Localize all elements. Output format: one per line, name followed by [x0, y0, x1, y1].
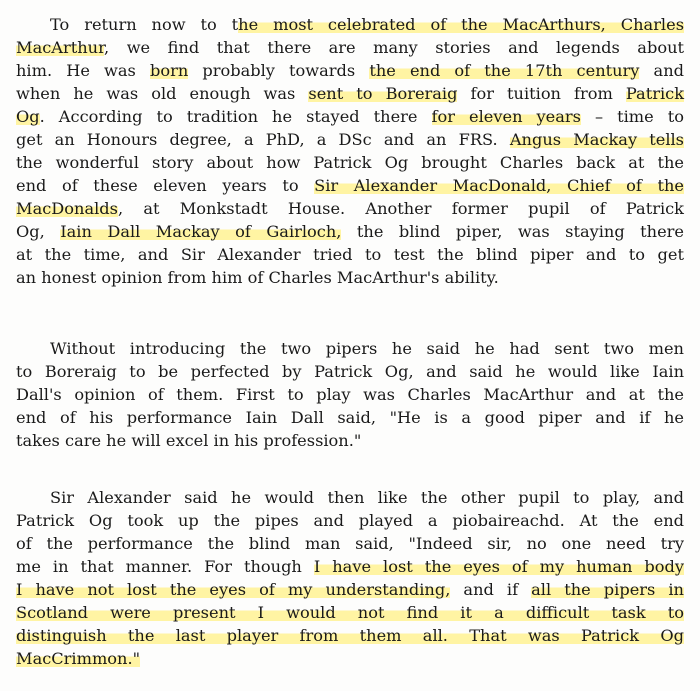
text-line: [50, 486, 684, 509]
text-segment: and if: [450, 580, 532, 599]
highlighted-text: I have not lost the eyes of my understanding,: [16, 580, 451, 599]
text-line: [16, 406, 684, 429]
highlighted-text: MacArthur: [16, 38, 105, 57]
text-line: [16, 532, 684, 555]
text-segment: for tuition from: [457, 84, 626, 103]
text-line: [16, 383, 684, 406]
highlighted-text: Angus Mackay tells: [509, 130, 684, 149]
text-segment: . According to tradition he stayed there: [39, 107, 432, 126]
text-segment: Without introducing the two pipers he said he had sent two men: [50, 339, 684, 358]
text-segment: Sir Alexander said he would then like the other pupil to play, and: [50, 488, 684, 507]
text-segment: Patrick Og took up the pipes and played a piobaireachd. At the end: [16, 511, 684, 530]
text-segment: when he was old enough was: [16, 84, 309, 103]
text-line: [16, 105, 684, 128]
highlighted-text: I have lost the eyes of my human body: [313, 557, 685, 576]
highlighted-text: distinguish the last player from them all. That was Patrick Og: [16, 626, 684, 645]
text-line: [50, 337, 684, 360]
highlighted-text: he most celebrated of the MacArthurs, Charles: [238, 15, 684, 34]
text-line: [16, 647, 684, 670]
highlighted-text: all the pipers in: [531, 580, 684, 599]
text-segment: me in that manner. For though: [16, 557, 314, 576]
text-segment: , at Monkstadt House. Another former pupil of Patrick: [117, 199, 684, 218]
text-line: [16, 266, 684, 289]
paragraph-patrick-og-plays: [16, 486, 684, 670]
text-line: [16, 429, 684, 452]
text-line: [16, 601, 684, 624]
highlighted-text: for eleven years: [431, 107, 581, 126]
text-segment: end of his performance Iain Dall said, "He is a good piper and if he: [16, 408, 684, 427]
text-segment: him. He was: [16, 61, 150, 80]
text-segment: at the time, and Sir Alexander tried to test the blind piper and to get: [16, 245, 684, 264]
text-segment: to Boreraig to be perfected by Patrick Og, and said he would like Iain: [16, 362, 684, 381]
text-segment: of the performance the blind man said, "Indeed sir, no one need try: [16, 534, 684, 553]
highlighted-text: Scotland were present I would not find it a difficult task to: [16, 603, 684, 622]
paragraph-charles-macarthur: [16, 13, 684, 289]
text-segment: get an Honours degree, a PhD, a DSc and an FRS.: [16, 130, 510, 149]
text-segment: end of these eleven years to: [16, 176, 315, 195]
highlighted-text: Iain Dall Mackay of Gairloch,: [60, 222, 342, 241]
highlighted-text: sent to Boreraig: [308, 84, 458, 103]
text-segment: takes care he will excel in his profession.": [16, 431, 362, 450]
text-line: [16, 555, 684, 578]
text-segment: an honest opinion from him of Charles MacArthur's ability.: [16, 268, 499, 287]
text-line: [16, 197, 684, 220]
text-line: [16, 82, 684, 105]
highlighted-text: Patrick: [625, 84, 685, 103]
text-segment: and: [639, 61, 684, 80]
text-segment: the wonderful story about how Patrick Og brought Charles back at the: [16, 153, 684, 172]
text-segment: probably towards: [188, 61, 370, 80]
highlighted-text: Og: [16, 107, 40, 126]
text-line: [50, 13, 684, 36]
text-line: [16, 509, 684, 532]
text-segment: Dall's opinion of them. First to play was Charles MacArthur and at the: [16, 385, 684, 404]
text-line: [16, 36, 684, 59]
text-line: [16, 243, 684, 266]
text-segment: Og,: [16, 222, 61, 241]
highlighted-text: born: [149, 61, 189, 80]
text-line: [16, 151, 684, 174]
text-segment: , we find that there are many stories and legends about: [104, 38, 684, 57]
text-line: [16, 578, 684, 601]
text-segment: – time to: [580, 107, 684, 126]
text-line: [16, 220, 684, 243]
text-line: [16, 59, 684, 82]
text-line: [16, 360, 684, 383]
highlighted-text: MacCrimmon.": [16, 649, 141, 668]
text-segment: To return now to t: [50, 15, 239, 34]
highlighted-text: the end of the 17th century: [369, 61, 640, 80]
text-line: [16, 128, 684, 151]
text-segment: the blind piper, was staying there: [341, 222, 685, 241]
text-line: [16, 624, 684, 647]
paragraph-two-pipers: [16, 337, 684, 452]
highlighted-text: Sir Alexander MacDonald, Chief of the: [314, 176, 684, 195]
text-line: [16, 174, 684, 197]
highlighted-text: MacDonalds: [16, 199, 118, 218]
